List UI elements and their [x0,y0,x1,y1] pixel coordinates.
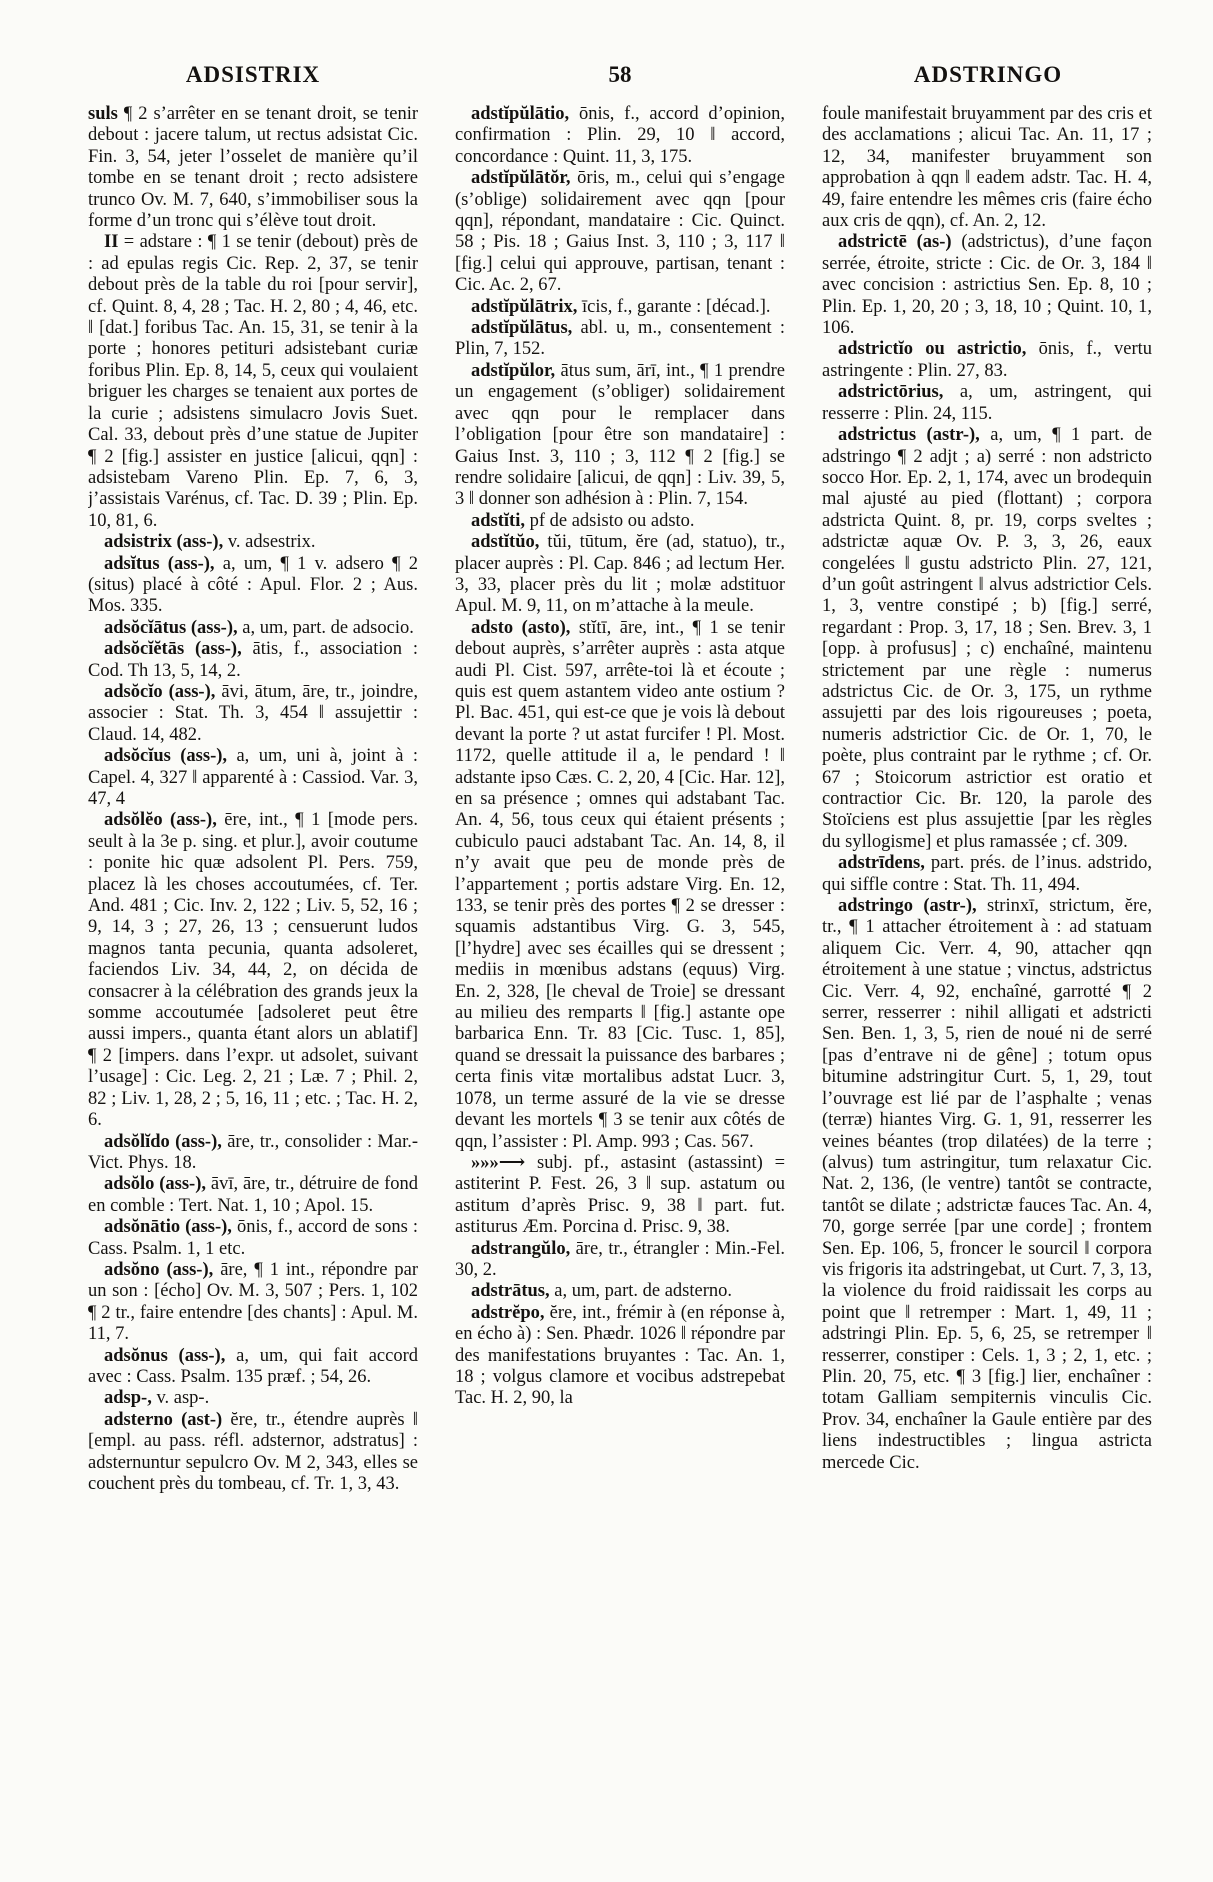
running-head [88,58,1153,92]
headword: adstrictōrius, [838,382,944,403]
entry-paragraph: adsŏcĭĕtās (ass-), ātis, f., association : Cod. Th 13, 5, 14, 2. [88,639,418,681]
headword: adsŏlĕo (ass-), [104,810,217,831]
headword: adstĭtŭo, [471,532,540,553]
entry-paragraph: adstrictōrius, a, um, astringent, qui resserre : Plin. 24, 115. [822,382,1152,424]
headword: adsĭtus (ass-), [104,553,215,574]
entry-paragraph: adsterno (ast-) ĕre, tr., étendre auprès ‖ [empl. au pass. réfl. adsternor, adstratus] : adsternuntur sepulcro Ov. M 2, 343, elles se couchent près du tombeau, cf. Tr. 1, 3, 43. [88,1409,418,1494]
entry-paragraph: adsŏnus (ass-), a, um, qui fait accord avec : Cass. Psalm. 135 præf. ; 54, 26. [88,1345,418,1387]
entry-paragraph: adstĭtŭo, tŭi, tūtum, ĕre (ad, statuo), tr., placer auprès : Pl. Cap. 846 ; ad lectum Her. 3, 33, placer près du lit ; molæ adstituor Apul. M. 9, 11, on m’attache à la meule. [455,532,785,617]
headword: adstĭpŭlor, [471,360,556,381]
entry-paragraph: adstĭti, pf de adsisto ou adsto. [471,510,695,531]
entry-paragraph: adstĭpŭlātrix, īcis, f., garante : [décad.]. [471,296,771,317]
column-1 [88,104,418,1854]
entry-paragraph: adsŏcĭātus (ass-), a, um, part. de adsocio. [104,617,414,638]
headword: II [104,232,119,253]
entry-paragraph: adstĭpŭlor, ātus sum, ārī, int., ¶ 1 prendre un engagement (s’obliger) solidairement avec qqn pour le remplacer dans l’obligation [pour être son mandataire] : Gaius Inst. 3, 110 ; 3, 112 ¶ 2 [fig.] se rendre solidaire [alicui, de qqn] : Liv. 39, 5, 3 ‖ donner son adhésion à : Plin. 7, 154. [455,360,785,510]
entry-paragraph: adsŏlĕo (ass-), ēre, int., ¶ 1 [mode pers. seult à la 3e p. sing. et plur.], avoir coutume : ponite hic quæ adsolent Pl. Pers. 759, placez là les choses accoutumées, cf. Ter. And. 481 ; Cic. Inv. 2, 122 ; Liv. 5, 52, 16 ; 9, 14, 3 ; 27, 26, 13 ; censuerunt ludos magnos tanta pecunia, quanta adsoleret, faciendos Liv. 34, 44, 2, on décida de consacrer à la célébration des grands jeux la somme accoutumée [adsoleret peut être aussi impers., quanta étant alors un ablatif] ¶ 2 [impers. dans l’expr. ut adsolet, suivant l’usage] : Cic. Leg. 2, 21 ; Læ. 7 ; Phil. 2, 82 ; Liv. 1, 28, 2 ; 5, 16, 11 ; etc. ; Tac. H. 2, 6. [88,810,418,1131]
headword: adstĭpŭlātus, [471,318,573,339]
headword: adsŏnus (ass-), [104,1345,226,1366]
entry-paragraph: »»»⟶ subj. pf., astasint (astassint) = astiterint P. Fest. 26, 3 ‖ sup. astatum ou astitum d’après Prisc. 9, 38 ‖ part. fut. astiturus Æm. Porcina d. Prisc. 9, 38. [455,1152,785,1238]
entry-paragraph: adsp-, v. asp-. [104,1388,210,1409]
headword: adstĭti, [471,510,525,531]
entry-paragraph: adstĭpŭlātŏr, ōris, m., celui qui s’engage (s’oblige) solidairement avec qqn [pour qqn], répondant, mandataire : Cic. Quinct. 58 ; Pis. 18 ; Gaius Inst. 3, 110 ; 3, 117 ‖ [fig.] celui qui approuve, partisan, tenant : Cic. Ac. 2, 67. [455,168,785,296]
headword: adsto (asto), [471,617,571,638]
entry-paragraph: adsĭtus (ass-), a, um, ¶ 1 v. adsero ¶ 2 (situs) placé à côté : Apul. Flor. 2 ; Aus. Mos. 335. [88,553,418,617]
entry-paragraph: adstrictus (astr-), a, um, ¶ 1 part. de adstringo ¶ 2 adjt ; a) serré : non adstricto socco Hor. Ep. 2, 1, 174, avec un brodequin mal ajusté au pied (flottant) ; corpora adstricta Quint. 8, pr. 19, corps sveltes ; adstrictæ aquæ Ov. P. 3, 3, 26, eaux congelées ‖ gustu adstricto Plin. 27, 121, d’un goût astringent ‖ alvus adstrictior Cels. 1, 3, ventre constipé ; b) [fig.] serré, regardant : Prop. 3, 17, 18 ; Sen. Brev. 3, 1 [opp. à profusus] ; c) enchaîné, maintenu strictement par une règle : numerus adstrictus Cic. de Or. 3, 175, un rythme assujetti par des lois rigoureuses ; poeta, numeris adstrictior Cic. de Or. 1, 70, le poète, plus contraint par le rythme ; cf. Or. 67 ; Stoicorum astrictior est oratio et contractior Cic. Br. 120, la parole des Stoïciens est plus assujettie [par les règles du syllogisme] et plus ramassée ; cf. 309. [822,425,1152,852]
headword: adstrictus (astr-), [838,425,980,446]
entry-paragraph: adsŏlo (ass-), āvī, āre, tr., détruire de fond en comble : Tert. Nat. 1, 10 ; Apol. 15. [88,1174,418,1216]
entry-paragraph: adstrīdens, part. prés. de l’inus. adstrido, qui siffle contre : Stat. Th. 11, 494. [822,853,1152,895]
headword: adstrātus, [471,1281,550,1302]
entry-paragraph: adstĭpŭlātio, ōnis, f., accord d’opinion, confirmation : Plin. 29, 10 ‖ accord, concordance : Quint. 11, 3, 175. [455,104,785,167]
entry-paragraph: II = adstare : ¶ 1 se tenir (debout) près de : ad epulas regis Cic. Rep. 2, 37, se tenir debout près de la table du roi [pour servir], cf. Quint. 8, 4, 28 ; Tac. H. 2, 80 ; 4, 46, etc. ‖ [dat.] foribus Tac. An. 15, 31, se tenir à la porte ; honores petituri adsistebant curiæ foribus Plin. Ep. 8, 14, 5, ceux qui voulaient briguer les charges se tenaient aux portes de la curie ; adsistens simulacro Jovis Suet. Cal. 33, debout près d’une statue de Jupiter ¶ 2 [fig.] assister en justice [alicui, qqn] : adsistebam Vareno Plin. Ep. 7, 6, 3, j’assistais Varénus, cf. Tac. D. 39 ; Plin. Ep. 10, 81, 6. [88,232,418,531]
headword: adsŏcĭĕtās (ass-), [104,639,242,660]
entry-paragraph: adstrictĭo ou astrictio, ōnis, f., vertu astringente : Plin. 27, 83. [822,339,1152,381]
entry-paragraph: adsŏlĭdo (ass-), āre, tr., consolider : Mar.-Vict. Phys. 18. [88,1131,418,1173]
entry-paragraph: adstrangŭlo, āre, tr., étrangler : Min.-Fel. 30, 2. [455,1238,785,1280]
entry-paragraph: adsŏcĭus (ass-), a, um, uni à, joint à : Capel. 4, 327 ‖ apparenté à : Cassiod. Var. 3, 47, 4 [88,746,418,809]
headword: adsŏcĭus (ass-), [104,746,228,767]
headword: adsŏcĭātus (ass-), [104,617,238,638]
headword: adstĭpŭlātrix, [471,296,578,317]
entry-paragraph: adsistrix (ass-), v. adsestrix. [104,532,316,553]
headword: adstringo (astr-), [838,896,977,917]
page-number: 58 [608,62,632,87]
header-left-word: ADSISTRIX [185,62,321,87]
headword: adstrĕpo, [471,1302,545,1323]
entry-paragraph: foule manifestait bruyamment par des cris et des acclamations ; alicui Tac. An. 11, 17 ; 12, 34, manifester bruyamment son approbation à qqn ‖ eadem adstr. Tac. H. 4, 49, faire entendre les mêmes cris (faire écho aux cris de qqn), cf. An. 2, 12. [822,104,1152,232]
headword: adsistrix (ass-), [104,532,224,553]
headword: adsŏcĭo (ass-), [104,681,216,702]
headword: adstĭpŭlātio, [471,104,570,124]
headword: adsŏnātio (ass-), [104,1217,232,1238]
headword: adstĭpŭlātŏr, [471,168,571,189]
entry-paragraph: adsŏnātio (ass-), ōnis, f., accord de sons : Cass. Psalm. 1, 1 etc. [88,1217,418,1259]
entry-paragraph: adsto (asto), stĭtī, āre, int., ¶ 1 se tenir debout auprès, s’arrêter auprès : asta atque audi Pl. Cist. 597, arrête-toi là et écoute ; quis est quem astantem video ante ostium ? Pl. Bac. 451, qui est-ce que je vois là debout devant la porte ? ut astat furcifer ! Pl. Most. 1172, quelle attitude il a, le pendard ! ‖ adstante ipso Cæs. C. 2, 20, 4 [Cic. Har. 12], en sa présence ; omnes qui adstabant Tac. An. 4, 56, tous ceux qui étaient présents ; cubiculo pauci adstabant Tac. An. 14, 8, il n’y avait que peu de monde près de l’appartement ; portis adstare Virg. En. 12, 133, se tenir près des portes ¶ 2 se dresser : squamis adstantibus Virg. G. 3, 545, [l’hydre] avec ses écailles qui se dressent ; mediis in mœnibus adstans (equus) Virg. En. 2, 328, [le cheval de Troie] se dressant au milieu des remparts ‖ [fig.] astante ope barbarica Enn. Tr. 83 [Cic. Tusc. 1, 85], quand se dressait la puissance des barbares ; certa finis vitæ mortalibus adstat Lucr. 3, 1078, un terme assuré de la vie se dresse devant les mortels ¶ 3 se tenir aux côtés de qqn, l’assister : Pl. Amp. 993 ; Cas. 567. [455,617,785,1152]
headword: adsterno (ast-) [104,1409,223,1430]
header-right-word: ADSTRINGO [913,62,1063,87]
headword: adsŏlĭdo (ass-), [104,1131,222,1152]
column-3 [822,104,1152,1854]
headword: »»»⟶ [471,1152,526,1173]
entry-paragraph: adsŏcĭo (ass-), āvi, ātum, āre, tr., joindre, associer : Stat. Th. 3, 454 ‖ assujettir : Claud. 14, 482. [88,681,418,745]
entry-paragraph: adstringo (astr-), strinxī, strictum, ĕre, tr., ¶ 1 attacher étroitement à : ad statuam aliquem Cic. Verr. 4, 90, attacher qqn étroitement à une statue ; vinctus, adstrictus Cic. Verr. 4, 92, enchaîné, garrotté ¶ 2 serrer, resserrer : nihil alligati et adstricti Sen. Ben. 1, 3, 5, rien de noué ni de serré [pas d’entrave ni de gêne] ; totum opus bitumine adstringitur Curt. 5, 1, 29, tout l’ouvrage est lié par de l’asphalte ; venas (terræ) hiantes Virg. G. 1, 91, resserrer les veines béantes (trop dilatées) de la terre ; (alvus) tum astringitur, tum relaxatur Cic. Nat. 2, 136, (le ventre) tantôt se contracte, tantôt se dilate ; adstrictæ fauces Tac. An. 4, 70, gorge serrée [par une corde] ; frontem Sen. Ep. 106, 5, froncer le sourcil ‖ corpora vis frigoris ita adstringebat, ut Curt. 7, 3, 13, la violence du froid raidissait les corps au point que ‖ retremper : Mart. 1, 49, 11 ; adstringi Plin. Ep. 5, 6, 25, se retremper ‖ resserrer, constiper : Cels. 1, 3 ; 2, 1, etc. ; Plin. 20, 75, etc. ¶ 3 [fig.] lier, enchaîner : totam Galliam sempiternis vinculis Cic. Prov. 34, enchaîner la Gaule entière par des liens indestructibles ; lingua astricta mercede Cic. [822,896,1152,1473]
entry-paragraph: adstrictē (as-) (adstrictus), d’une façon serrée, étroite, stricte : Cic. de Or. 3, 184 ‖ avec concision : astrictius Sen. Ep. 8, 10 ; Plin. Ep. 1, 20, 20 ; 3, 18, 10 ; Quint. 10, 1, 106. [822,232,1152,339]
headword: adsŏlo (ass-), [104,1174,206,1195]
headword: adsŏno (ass-), [104,1259,214,1280]
headword: adstrangŭlo, [471,1238,571,1259]
headword: adstrictĭo ou astrictio, [838,339,1027,360]
headword: adsp-, [104,1388,152,1409]
text-columns [88,104,1152,1854]
column-2 [455,104,785,1854]
headword: adstrictē (as-) [838,232,952,253]
entry-paragraph: suls ¶ 2 s’arrêter en se tenant droit, se tenir debout : jacere talum, ut rectus adsistat Cic. Fin. 3, 54, jeter l’osselet de manière qu’il tombe en se tenant droit ; recto adsistere trunco Ov. M. 7, 640, s’immobiliser sous la forme d’un tronc qui s’élève tout droit. [88,104,418,232]
entry-paragraph: adstrātus, a, um, part. de adsterno. [471,1281,733,1302]
entry-paragraph: adstrĕpo, ĕre, int., frémir à (en réponse à, en écho à) : Sen. Phædr. 1026 ‖ répondre par des manifestations bruyantes : Tac. An. 1, 18 ; volgus clamore et vocibus adstrepebat Tac. H. 2, 90, la [455,1302,785,1409]
headword: suls [88,104,118,124]
entry-paragraph: adstĭpŭlātus, abl. u, m., consentement : Plin, 7, 152. [455,318,785,360]
headword: adstrīdens, [838,853,925,874]
entry-paragraph: adsŏno (ass-), āre, ¶ 1 int., répondre par un son : [écho] Ov. M. 3, 507 ; Pers. 1, 102 ¶ 2 tr., faire entendre [des chants] : Apul. M. 11, 7. [88,1259,418,1345]
